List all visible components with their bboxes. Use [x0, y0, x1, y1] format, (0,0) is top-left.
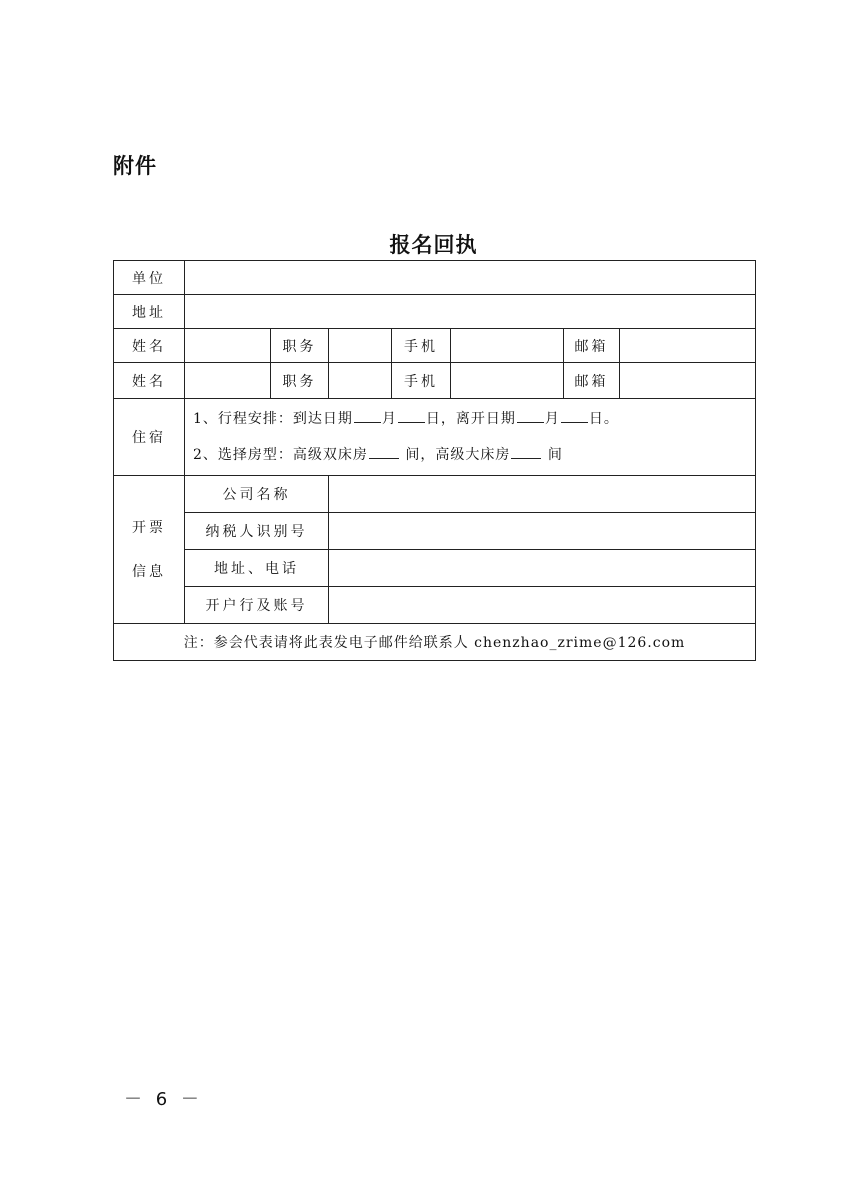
address-label: 地址	[114, 295, 185, 329]
attachment-label: 附件	[113, 154, 157, 178]
room-unit-text: 间，	[405, 447, 436, 463]
itinerary-line	[193, 401, 755, 437]
mobile-field[interactable]	[451, 329, 564, 363]
invoice-row-company	[114, 476, 756, 513]
unit-label: 单位	[114, 261, 185, 295]
invoice-label-line1: 开票	[132, 519, 166, 536]
bank-account-field[interactable]	[329, 587, 756, 624]
accommodation-row	[114, 399, 756, 476]
twin-room-count-blank[interactable]	[369, 443, 399, 459]
mobile-label: 手机	[392, 363, 451, 399]
position-label: 职务	[271, 329, 329, 363]
accommodation-label: 住宿	[114, 399, 185, 476]
email-label: 邮箱	[564, 363, 620, 399]
unit-field[interactable]	[185, 261, 756, 295]
month-text: 月	[544, 411, 560, 427]
mobile-field[interactable]	[451, 363, 564, 399]
email-field[interactable]	[620, 363, 756, 399]
page-number: － 6 －	[124, 1089, 203, 1110]
leave-day-blank[interactable]	[561, 407, 588, 423]
invoice-row-address	[114, 550, 756, 587]
company-name-field[interactable]	[329, 476, 756, 513]
name-field[interactable]	[185, 329, 271, 363]
name-label: 姓名	[114, 363, 185, 399]
address-row	[114, 295, 756, 329]
arrival-month-blank[interactable]	[354, 407, 381, 423]
invoice-label	[114, 476, 185, 624]
taxpayer-id-field[interactable]	[329, 513, 756, 550]
king-room-count-blank[interactable]	[511, 443, 541, 459]
company-name-label: 公司名称	[185, 476, 329, 513]
bank-account-label: 开户行及账号	[185, 587, 329, 624]
month-text: 月	[381, 411, 397, 427]
arrival-day-blank[interactable]	[398, 407, 425, 423]
note-row	[114, 624, 756, 661]
attendee-row-1	[114, 329, 756, 363]
leave-date-text: 离开日期	[455, 411, 516, 427]
day-text: 日，	[425, 411, 456, 427]
invoice-label-line2: 信息	[132, 563, 166, 580]
position-field[interactable]	[329, 363, 392, 399]
leave-month-blank[interactable]	[517, 407, 544, 423]
position-label: 职务	[271, 363, 329, 399]
address-field[interactable]	[185, 295, 756, 329]
room-unit-text: 间	[547, 447, 563, 463]
name-label: 姓名	[114, 329, 185, 363]
king-room-text: 高级大床房	[435, 447, 511, 463]
attendee-row-2	[114, 363, 756, 399]
note-text: 注：参会代表请将此表发电子邮件给联系人 chenzhao_zrime@126.com	[114, 624, 756, 661]
form-title: 报名回执	[389, 232, 478, 257]
day-text: 日。	[588, 411, 619, 427]
room-type-prefix: 2、选择房型：高级双床房	[193, 447, 368, 463]
address-phone-field[interactable]	[329, 550, 756, 587]
registration-form	[113, 260, 756, 661]
unit-row	[114, 261, 756, 295]
invoice-row-taxid	[114, 513, 756, 550]
address-phone-label: 地址、电话	[185, 550, 329, 587]
room-type-line	[193, 437, 755, 473]
email-label: 邮箱	[564, 329, 620, 363]
invoice-row-bank	[114, 587, 756, 624]
name-field[interactable]	[185, 363, 271, 399]
taxpayer-id-label: 纳税人识别号	[185, 513, 329, 550]
mobile-label: 手机	[392, 329, 451, 363]
position-field[interactable]	[329, 329, 392, 363]
email-field[interactable]	[620, 329, 756, 363]
itinerary-prefix: 1、行程安排：到达日期	[193, 411, 353, 427]
accommodation-content	[185, 399, 756, 476]
